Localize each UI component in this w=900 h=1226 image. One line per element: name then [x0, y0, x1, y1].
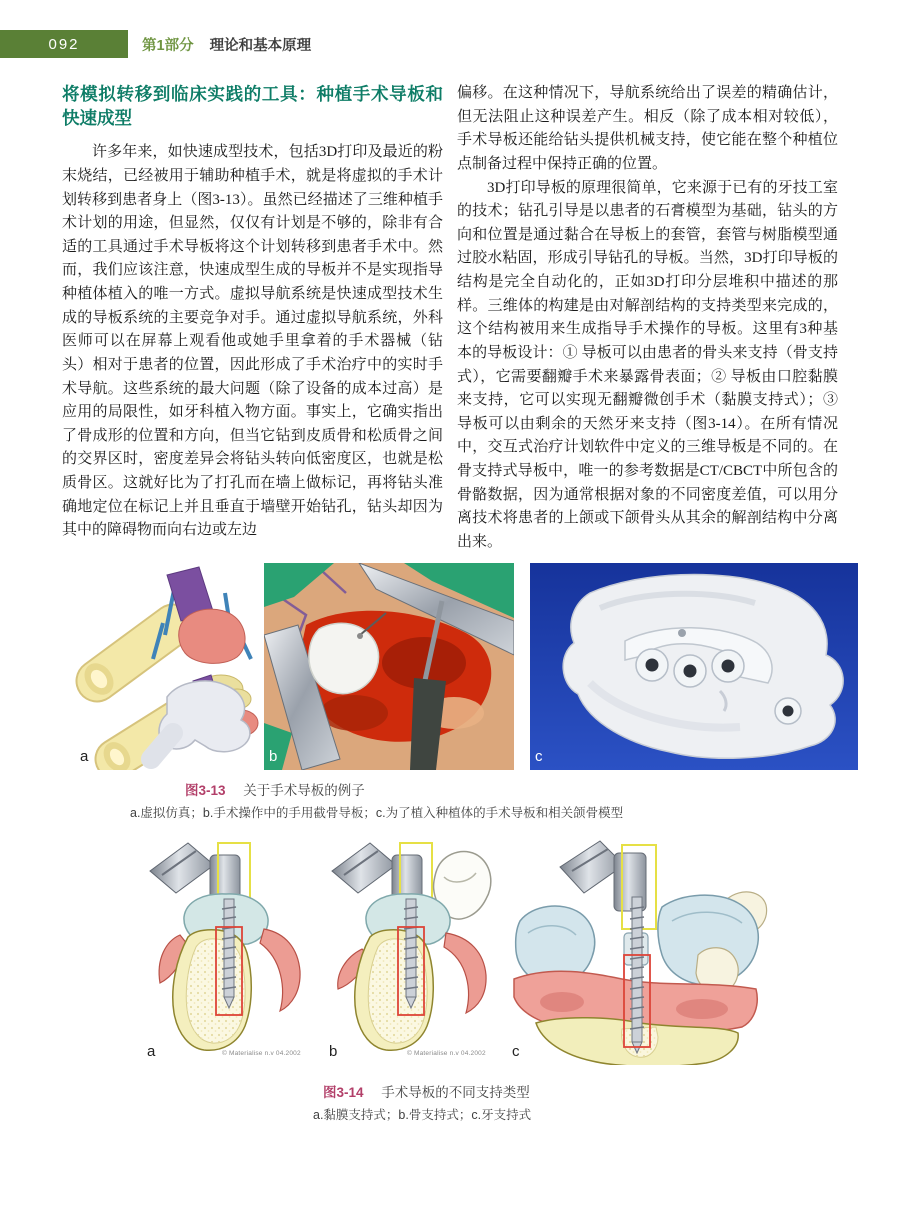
paragraph: 偏移。在这种情况下，导航系统给出了误差的精确估计，但无法阻止这种误差产生。相反（除了成本相对较低），手术导板还能给钻头提供机械支持，使它能在整个种植位点制备过程中保持正确的位置。: [457, 85, 838, 172]
figure-3-14-subcaption: a.黏膜支持式；b.骨支持式；c.牙支持式: [313, 1107, 532, 1122]
figure-3-13-subcaption: a.虚拟仿真；b.手术操作中的手用截骨导板；c.为了植入种植体的手术导板和相关颌骨模型: [130, 805, 624, 820]
figure-3-14-caption: [323, 1081, 900, 1101]
subfigure-letter-b: b: [329, 1042, 338, 1060]
copyright-text: © Materialise n.v 04.2002: [407, 1049, 486, 1057]
figure-3-13-caption: [185, 779, 900, 799]
section-heading: 将模拟转移到临床实践的工具：种植手术导板和快速成型: [62, 84, 443, 129]
page-number-badge: [0, 30, 128, 58]
figure-3-13a-virtual-simulation-image: [75, 563, 262, 770]
left-column: [62, 82, 443, 555]
copyright-text: © Materialise n.v 04.2002: [222, 1049, 301, 1057]
guide-model-illustration: [530, 563, 858, 770]
page-number: 092: [48, 35, 80, 53]
right-column: [457, 82, 838, 555]
figure-3-13-id: 图3-13: [185, 782, 226, 798]
paragraph: 3D打印导板的原理很简单，它来源于已有的牙技工室的技术；钻孔引导是以患者的石膏模型为基础，钻头的方向和位置是通过黏合在导板上的套管，套管与树脂模型通过胶水粘固，形成引导钻孔的导板。当然，3D打印导板的结构是完全自动化的，正如3D打印分层堆积中描述的那样。三维体的构建是由对解剖结构的支持类型来完成的，这个结构被用来生成指导手术操作的导板。这里有3种基本的导板设计：① 导板可以由患者的骨头来支持（骨支持式），它需要翻瓣手术来暴露骨表面；② 导板由口腔黏膜来支持，它可以实现无翻瓣微创手术（黏膜支持式）；③ 导板可以由剩余的天然牙来支持（图3-14）。在所有情况中，交互式治疗计划软件中定义的三维导板是不同的。在骨支持式导板中，唯一的参考数据是CT/CBCT中所包含的骨骼数据，因为通常根据对象的不同密度差值，可以用分离技术将患者的上颌或下颌骨头从其余的解剖结构中分离出来。: [457, 179, 838, 550]
figure-3-13b-surgery-photo: [264, 563, 514, 770]
subfigure-letter-c: c: [512, 1042, 520, 1060]
figure-3-13-title: 关于手术导板的例子: [243, 782, 365, 798]
figure-3-14b-bone-supported-illustration: [322, 837, 502, 1052]
book-page: [0, 30, 900, 1226]
article-columns: [0, 82, 900, 555]
figure-3-14c-tooth-supported-illustration: [502, 837, 770, 1065]
subfigure-letter-a: a: [80, 747, 89, 765]
page-header: [0, 30, 900, 58]
figure-3-14a-mucosa-supported-illustration: [140, 837, 318, 1052]
figure-3-13: [75, 563, 900, 770]
figure-3-14: [0, 837, 900, 1072]
part-label: 第1部分: [142, 37, 194, 54]
subfigure-letter-a: a: [147, 1042, 156, 1060]
figure-3-14-title: 手术导板的不同支持类型: [381, 1084, 530, 1100]
bone-render-illustration: [75, 563, 262, 770]
paragraph: 许多年来，如快速成型技术，包括3D打印及最近的粉末烧结，已经被用于辅助种植手术，就是将虚拟的手术计划转移到患者身上（图3-13）。虽然已经描述了三维种植手术计划的用途，但显然，仅仅有计划是不够的，除非有合适的工具通过手术导板将这个计划转移到患者手术中。然而，我们应该注意，快速成型生成的导板并不是实现指导种植体植入的唯一方式。虚拟导航系统是快速成型技术生成的导板系统的主要竞争对手。通过虚拟导航系统，外科医师可以在屏幕上观看他或她手里拿着的手术器械（钻头）相对于患者的位置，因此形成了手术治疗中的实时手术导航。这些系统的最大问题（除了设备的成本过高）是应用的局限性，如牙科植入物方面。事实上，它确实指出了骨成形的位置和方向，但当它钻到皮质骨和松质骨之间的交界区时，密度差异会将钻头转向低密度区，也就是松质骨区。这就好比为了打孔而在墙上做标记，再将钻头准确地定位在标记上并且垂直于墙壁开始钻孔，钻头却因为其中的障碍物而向右边或左边: [62, 144, 443, 539]
figure-3-13c-guide-model-photo: [530, 563, 858, 770]
subfigure-letter-c: c: [535, 747, 543, 765]
surgery-photo-illustration: [264, 563, 514, 770]
figure-3-14-id: 图3-14: [323, 1084, 364, 1100]
subfigure-letter-b: b: [269, 747, 278, 765]
part-title: 理论和基本原理: [209, 37, 312, 54]
